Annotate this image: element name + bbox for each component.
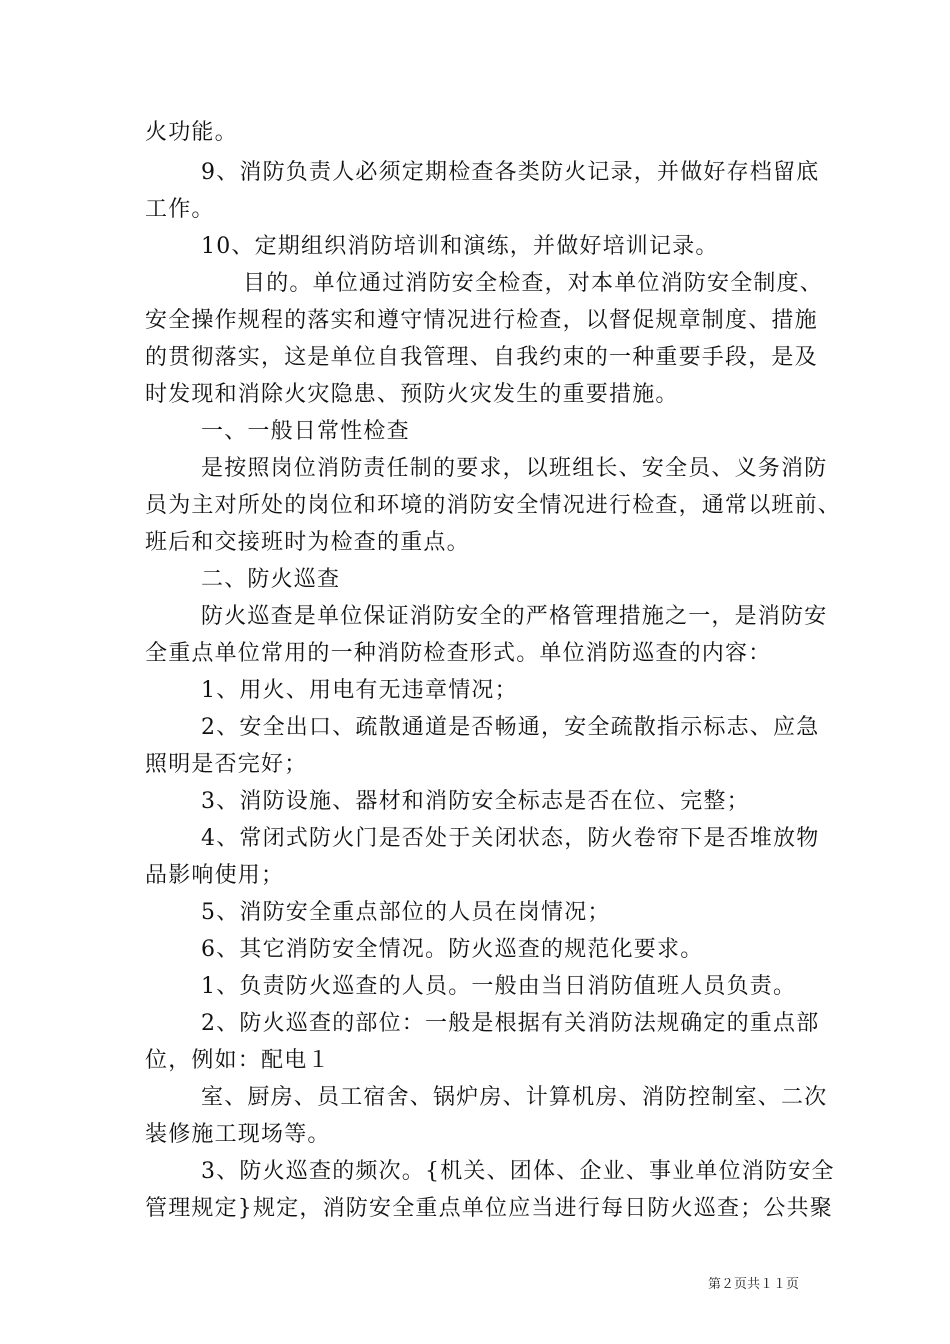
text-line: 工作。: [145, 197, 215, 222]
text-line: 员为主对所处的岗位和环境的消防安全情况进行检查，通常以班前、: [145, 493, 842, 518]
text-line: 时发现和消除火灾隐患、预防火灾发生的重要措施。: [145, 382, 679, 407]
text-line: 班后和交接班时为检查的重点。: [145, 530, 470, 555]
list-item: 2、防火巡查的部位：一般是根据有关消防法规确定的重点部: [201, 1011, 820, 1036]
page-number: 第２页共１１页: [708, 1277, 800, 1292]
text-line: 9、消防负责人必须定期检查各类防火记录，并做好存档留底: [201, 160, 820, 185]
list-item: 6、其它消防安全情况。防火巡查的规范化要求。: [201, 937, 704, 962]
section-heading: 二、防火巡查: [201, 567, 341, 592]
text-line: 装修施工现场等。: [145, 1122, 331, 1147]
text-line: 照明是否完好；: [145, 752, 308, 777]
text-line: 是按照岗位消防责任制的要求，以班组长、安全员、义务消防: [201, 456, 828, 481]
section-heading: 一、一般日常性检查: [201, 419, 410, 444]
list-item: 4、常闭式防火门是否处于关闭状态，防火卷帘下是否堆放物: [201, 826, 820, 851]
text-line: 目的。单位通过消防安全检查，对本单位消防安全制度、: [243, 271, 824, 296]
text-line: 安全操作规程的落实和遵守情况进行检查，以督促规章制度、措施: [145, 308, 818, 333]
text-line: 位，例如：配电１: [145, 1048, 331, 1073]
text-line: 品影响使用；: [145, 863, 285, 888]
text-line: 全重点单位常用的一种消防检查形式。单位消防巡查的内容：: [145, 641, 772, 666]
list-item: 3、防火巡查的频次。{机关、团体、企业、事业单位消防安全: [201, 1159, 835, 1184]
text-line: 火功能。: [145, 120, 238, 145]
list-item: 3、消防设施、器材和消防安全标志是否在位、完整；: [201, 789, 750, 814]
text-line: 防火巡查是单位保证消防安全的严格管理措施之一，是消防安: [201, 604, 828, 629]
list-item: 5、消防安全重点部位的人员在岗情况；: [201, 900, 611, 925]
list-item: 1、用火、用电有无违章情况；: [201, 678, 518, 703]
text-line: 室、厨房、员工宿舍、锅炉房、计算机房、消防控制室、二次: [201, 1085, 828, 1110]
text-line: 的贯彻落实，这是单位自我管理、自我约束的一种重要手段，是及: [145, 345, 818, 370]
list-item: 2、安全出口、疏散通道是否畅通，安全疏散指示标志、应急: [201, 715, 820, 740]
text-line: 10、定期组织消防培训和演练，并做好培训记录。: [201, 234, 719, 259]
text-line: 管理规定}规定，消防安全重点单位应当进行每日防火巡查；公共聚: [145, 1196, 833, 1221]
list-item: 1、负责防火巡查的人员。一般由当日消防值班人员负责。: [201, 974, 797, 999]
